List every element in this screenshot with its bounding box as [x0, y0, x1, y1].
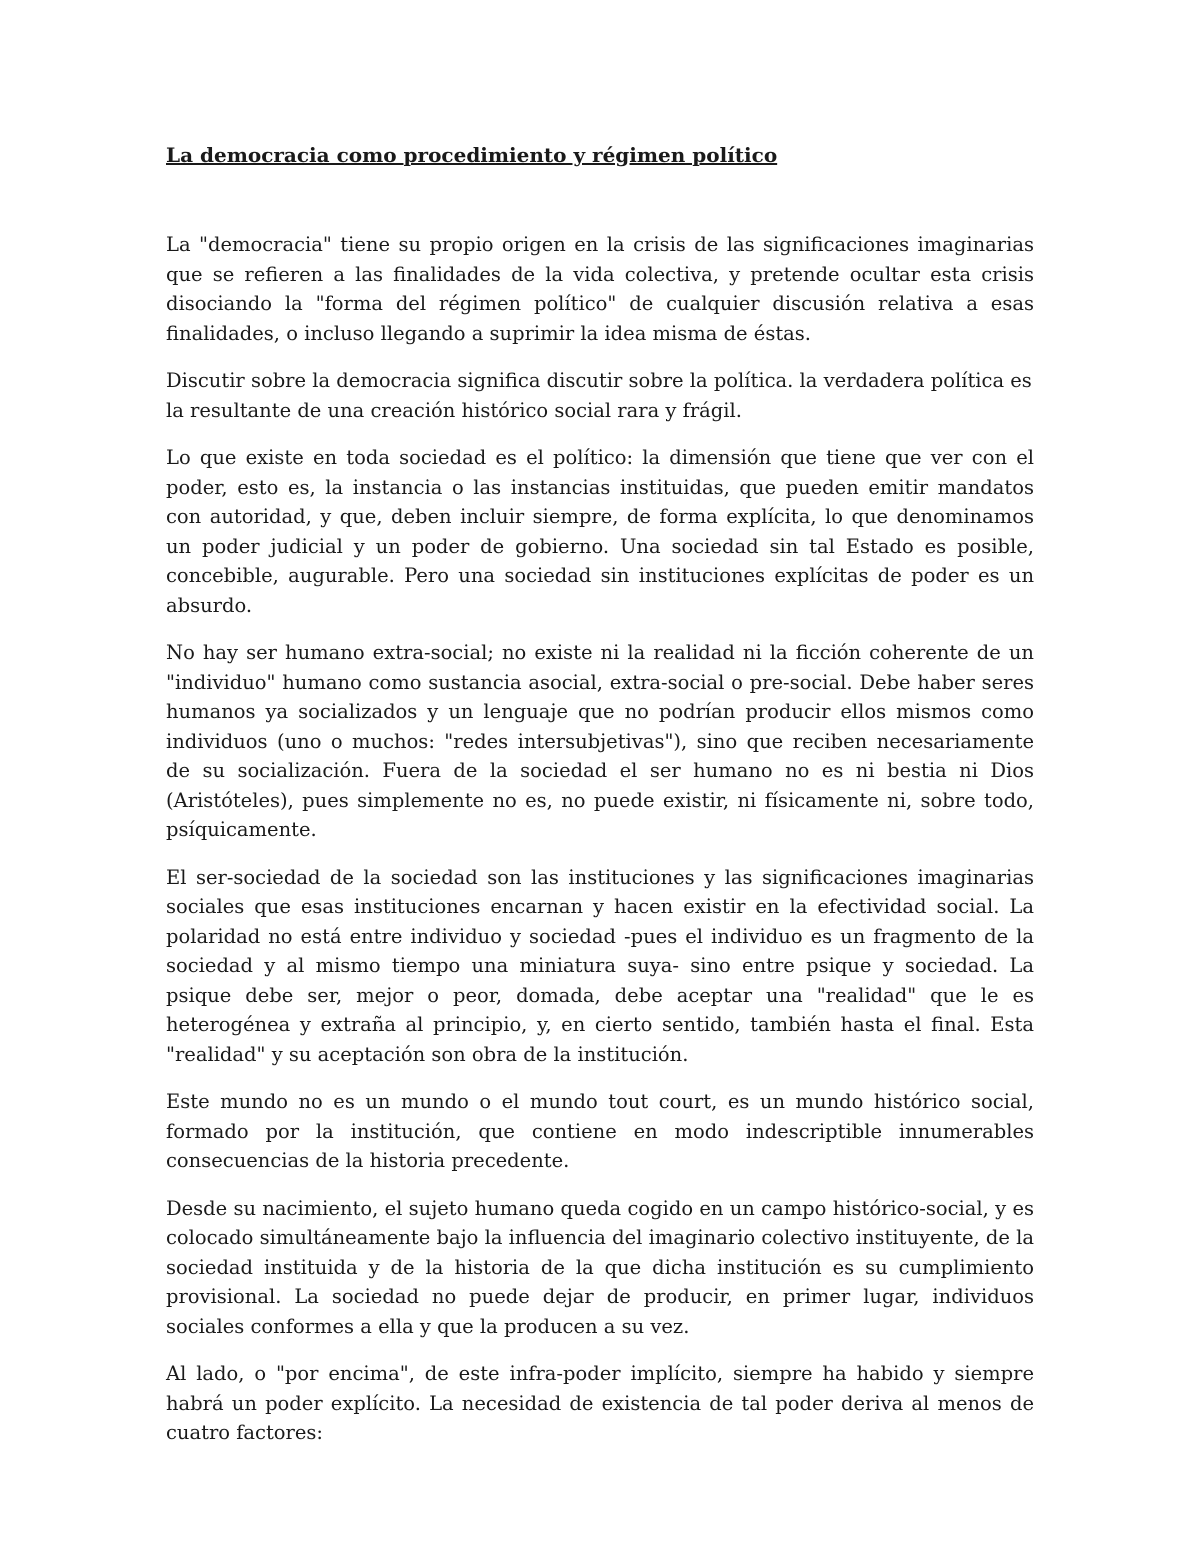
- paragraph: No hay ser humano extra-social; no existe ni la realidad ni la ficción coherente de un "individuo" humano como sustancia asocial, extra-social o pre-social. Debe haber seres humanos ya socializados y un lenguaje que no podrían producir ellos mismos como individuos (uno o muchos: "redes intersubjetivas"), sino que reciben necesariamente de su socialización. Fuera de la sociedad el ser humano no es ni bestia ni Dios (Aristóteles), pues simplemente no es, no puede existir, ni físicamente ni, sobre todo, psíquicamente.: [166, 641, 1034, 841]
- paragraph: Al lado, o "por encima", de este infra-poder implícito, siempre ha habido y siempre habrá un poder explícito. La necesidad de existencia de tal poder deriva al menos de cuatro factores:: [166, 1362, 1034, 1444]
- document-body: [166, 140, 1034, 1466]
- paragraph: Desde su nacimiento, el sujeto humano queda cogido en un campo histórico-social, y es colocado simultáneamente bajo la influencia del imaginario colectivo instituyente, de la sociedad instituida y de la historia de la que dicha institución es su cumplimiento provisional. La sociedad no puede dejar de producir, en primer lugar, individuos sociales conformes a ella y que la producen a su vez.: [166, 1196, 1034, 1338]
- paragraph: La "democracia" tiene su propio origen en la crisis de las significaciones imaginarias que se refieren a las finalidades de la vida colectiva, y pretende ocultar esta crisis disociando la "forma del régimen político" de cualquier discusión relativa a esas finalidades, o incluso llegando a suprimir la idea misma de éstas.: [166, 233, 1034, 345]
- paragraph: Discutir sobre la democracia significa discutir sobre la política. la verdadera política es la resultante de una creación histórico social rara y frágil.: [166, 369, 1032, 422]
- paragraph: Este mundo no es un mundo o el mundo tout court, es un mundo histórico social, formado por la institución, que contiene en modo indescriptible innumerables consecuencias de la historia precedente.: [166, 1090, 1034, 1172]
- document-title: La democracia como procedimiento y régimen político: [166, 143, 778, 167]
- paragraph: Lo que existe en toda sociedad es el político: la dimensión que tiene que ver con el poder, esto es, la instancia o las instancias instituidas, que pueden emitir mandatos con autoridad, y que, deben incluir siempre, de forma explícita, lo que denominamos un poder judicial y un poder de gobierno. Una sociedad sin tal Estado es posible, concebible, augurable. Pero una sociedad sin instituciones explícitas de poder es un absurdo.: [166, 446, 1034, 617]
- paragraph: El ser-sociedad de la sociedad son las instituciones y las significaciones imaginarias sociales que esas instituciones encarnan y hacen existir en la efectividad social. La polaridad no está entre individuo y sociedad -pues el individuo es un fragmento de la sociedad y al mismo tiempo una miniatura suya- sino entre psique y sociedad. La psique debe ser, mejor o peor, domada, debe aceptar una "realidad" que le es heterogénea y extraña al principio, y, en cierto sentido, también hasta el final. Esta "realidad" y su aceptación son obra de la institución.: [166, 865, 1034, 1066]
